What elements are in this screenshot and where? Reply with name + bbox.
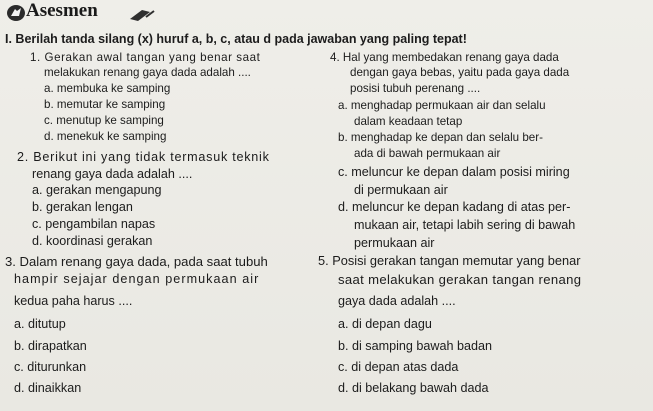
q3-text-line-1: 3. Dalam renang gaya dada, pada saat tubuh bbox=[5, 254, 268, 269]
q5-text-line-2: saat melakukan gerakan tangan renang bbox=[338, 272, 582, 287]
q5-text-line-1: 5. Posisi gerakan tangan memutar yang benar bbox=[318, 253, 581, 268]
q4-option-d[interactable]: d. meluncur ke depan kadang di atas per- bbox=[338, 200, 571, 214]
q1-text-line-1: 1. Gerakan awal tangan yang benar saat bbox=[30, 51, 261, 64]
q2-option-c[interactable]: c. pengambilan napas bbox=[32, 217, 156, 231]
q4-option-c-cont: di permukaan air bbox=[354, 183, 448, 197]
q3-option-b[interactable]: b. dirapatkan bbox=[14, 339, 87, 353]
q4-option-b[interactable]: b. menghadap ke depan dan selalu ber- bbox=[338, 131, 543, 144]
q5-option-c[interactable]: c. di depan atas dada bbox=[338, 360, 459, 374]
q4-text-line-1: 4. Hal yang membedakan renang gaya dada bbox=[330, 51, 559, 64]
instruction-text: I. Berilah tanda silang (x) huruf a, b, c, atau d pada jawaban yang paling tepat! bbox=[5, 32, 467, 46]
q4-option-b-cont: ada di bawah permukaan air bbox=[354, 147, 501, 160]
q3-text-line-3: kedua paha harus .... bbox=[14, 294, 133, 308]
q4-option-a[interactable]: a. menghadap permukaan air dan selalu bbox=[338, 99, 546, 112]
section-title: Asesmen bbox=[26, 0, 98, 21]
q4-option-a-cont: dalam keadaan tetap bbox=[354, 115, 463, 128]
q1-option-c[interactable]: c. menutup ke samping bbox=[44, 114, 164, 127]
q4-text-line-3: posisi tubuh perenang .... bbox=[350, 82, 481, 95]
assessment-badge-icon bbox=[6, 4, 26, 22]
q2-text-line-2: renang gaya dada adalah .... bbox=[32, 167, 193, 181]
q2-option-b[interactable]: b. gerakan lengan bbox=[32, 200, 133, 214]
q1-text-line-2: melakukan renang gaya dada adalah .... bbox=[44, 66, 251, 79]
q3-option-a[interactable]: a. ditutup bbox=[14, 317, 66, 331]
q1-option-a[interactable]: a. membuka ke samping bbox=[44, 82, 171, 95]
pencil-decoration-icon bbox=[128, 7, 156, 23]
q4-option-d-cont-1: mukaan air, tetapi labih sering di bawah bbox=[354, 218, 576, 232]
q3-text-line-2: hampir sejajar dengan permukaan air bbox=[14, 272, 260, 286]
q1-option-d[interactable]: d. menekuk ke samping bbox=[44, 130, 167, 143]
q1-option-b[interactable]: b. memutar ke samping bbox=[44, 98, 166, 111]
q5-option-b[interactable]: b. di samping bawah badan bbox=[338, 339, 493, 353]
q3-option-c[interactable]: c. diturunkan bbox=[14, 360, 87, 374]
q3-option-d[interactable]: d. dinaikkan bbox=[14, 381, 82, 395]
q4-option-d-cont-2: permukaan air bbox=[354, 236, 435, 250]
q4-text-line-2: dengan gaya bebas, yaitu pada gaya dada bbox=[350, 66, 570, 79]
q4-option-c[interactable]: c. meluncur ke depan dalam posisi miring bbox=[338, 165, 570, 179]
q5-option-a[interactable]: a. di depan dagu bbox=[338, 317, 432, 331]
q2-option-d[interactable]: d. koordinasi gerakan bbox=[32, 234, 153, 248]
q5-option-d[interactable]: d. di belakang bawah dada bbox=[338, 381, 489, 395]
q5-text-line-3: gaya dada adalah .... bbox=[338, 294, 456, 308]
q2-option-a[interactable]: a. gerakan mengapung bbox=[32, 183, 162, 197]
q2-text-line-1: 2. Berikut ini yang tidak termasuk teknik bbox=[17, 150, 270, 164]
